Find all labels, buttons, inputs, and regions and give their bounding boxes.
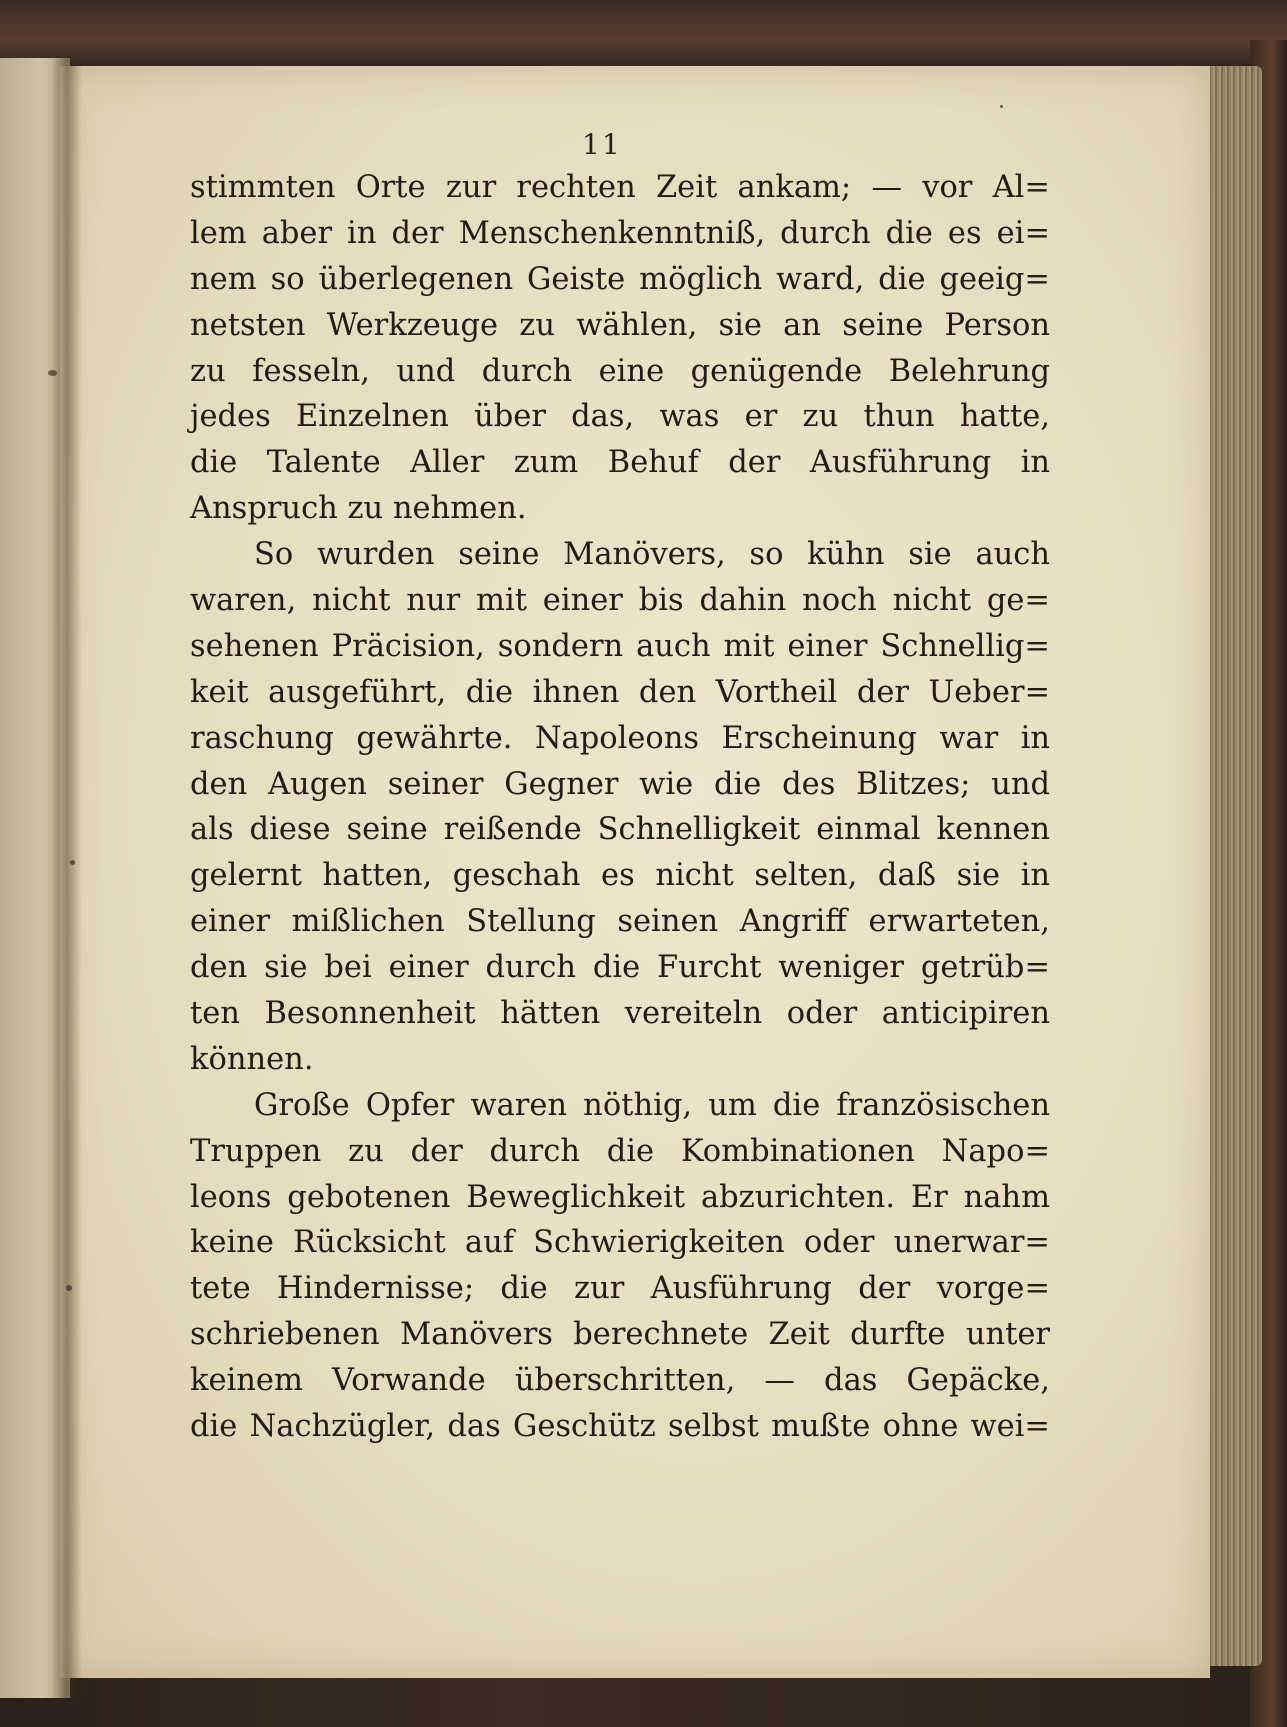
text-line: die Talente Aller zum Behuf der Ausführung in xyxy=(190,445,1050,481)
text-line: leons gebotenen Beweglichkeit abzurichten. Er nahm xyxy=(190,1179,1050,1215)
text-line: So wurden seine Manövers, so kühn sie auch xyxy=(254,537,1050,573)
text-line: als diese seine reißende Schnelligkeit einmal kennen xyxy=(190,812,1050,848)
text-line: keinem Vorwande überschritten, — das Gepäcke, xyxy=(190,1363,1050,1399)
text-line: lem aber in der Menschenkenntniß, durch die es ei= xyxy=(190,215,1050,251)
text-line: raschung gewährte. Napoleons Erscheinung war in xyxy=(190,720,1050,756)
text-line: Truppen zu der durch die Kombinationen Napo= xyxy=(190,1133,1050,1169)
paper-speck xyxy=(70,860,75,865)
book-cover-top xyxy=(0,0,1287,70)
gutter-shadow xyxy=(52,58,82,1698)
text-line: können. xyxy=(190,1041,314,1077)
text-line: ten Besonnenheit hätten vereiteln oder anticipiren xyxy=(190,996,1050,1032)
paper-speck xyxy=(48,370,57,376)
text-line: Anspruch zu nehmen. xyxy=(190,491,527,527)
paper-speck xyxy=(1000,105,1003,108)
text-line: zu fesseln, und durch eine genügende Belehrung xyxy=(190,353,1050,389)
text-line: tete Hindernisse; die zur Ausführung der vorge= xyxy=(190,1271,1050,1307)
text-line: stimmten Orte zur rechten Zeit ankam; — vor Al= xyxy=(190,170,1050,205)
paper-speck xyxy=(66,1285,72,1291)
text-line: jedes Einzelnen über das, was er zu thun hatte, xyxy=(190,399,1050,435)
text-line: die Nachzügler, das Geschütz selbst mußte ohne wei= xyxy=(190,1409,1050,1445)
text-line: netsten Werkzeuge zu wählen, sie an seine Person xyxy=(190,307,1050,343)
text-line: gelernt hatten, geschah es nicht selten, daß sie in xyxy=(190,858,1050,894)
text-line: Große Opfer waren nöthig, um die französischen xyxy=(254,1087,1050,1123)
text-line: den sie bei einer durch die Furcht weniger getrüb= xyxy=(190,950,1050,986)
text-line: waren, nicht nur mit einer bis dahin noch nicht ge= xyxy=(190,583,1050,619)
text-line: den Augen seiner Gegner wie die des Blitzes; und xyxy=(190,766,1050,802)
page-number: 11 xyxy=(582,128,622,161)
text-line: einer mißlichen Stellung seinen Angriff erwarteten, xyxy=(190,904,1050,940)
text-line: sehenen Präcision, sondern auch mit einer Schnellig= xyxy=(190,628,1050,664)
text-line: schriebenen Manövers berechnete Zeit durfte unter xyxy=(190,1317,1050,1353)
text-line: keine Rücksicht auf Schwierigkeiten oder unerwar= xyxy=(190,1225,1050,1261)
page-text xyxy=(190,165,1050,1450)
text-line: nem so überlegenen Geiste möglich ward, die geeig= xyxy=(190,261,1050,297)
text-line: keit ausgeführt, die ihnen den Vortheil der Ueber= xyxy=(190,674,1050,710)
